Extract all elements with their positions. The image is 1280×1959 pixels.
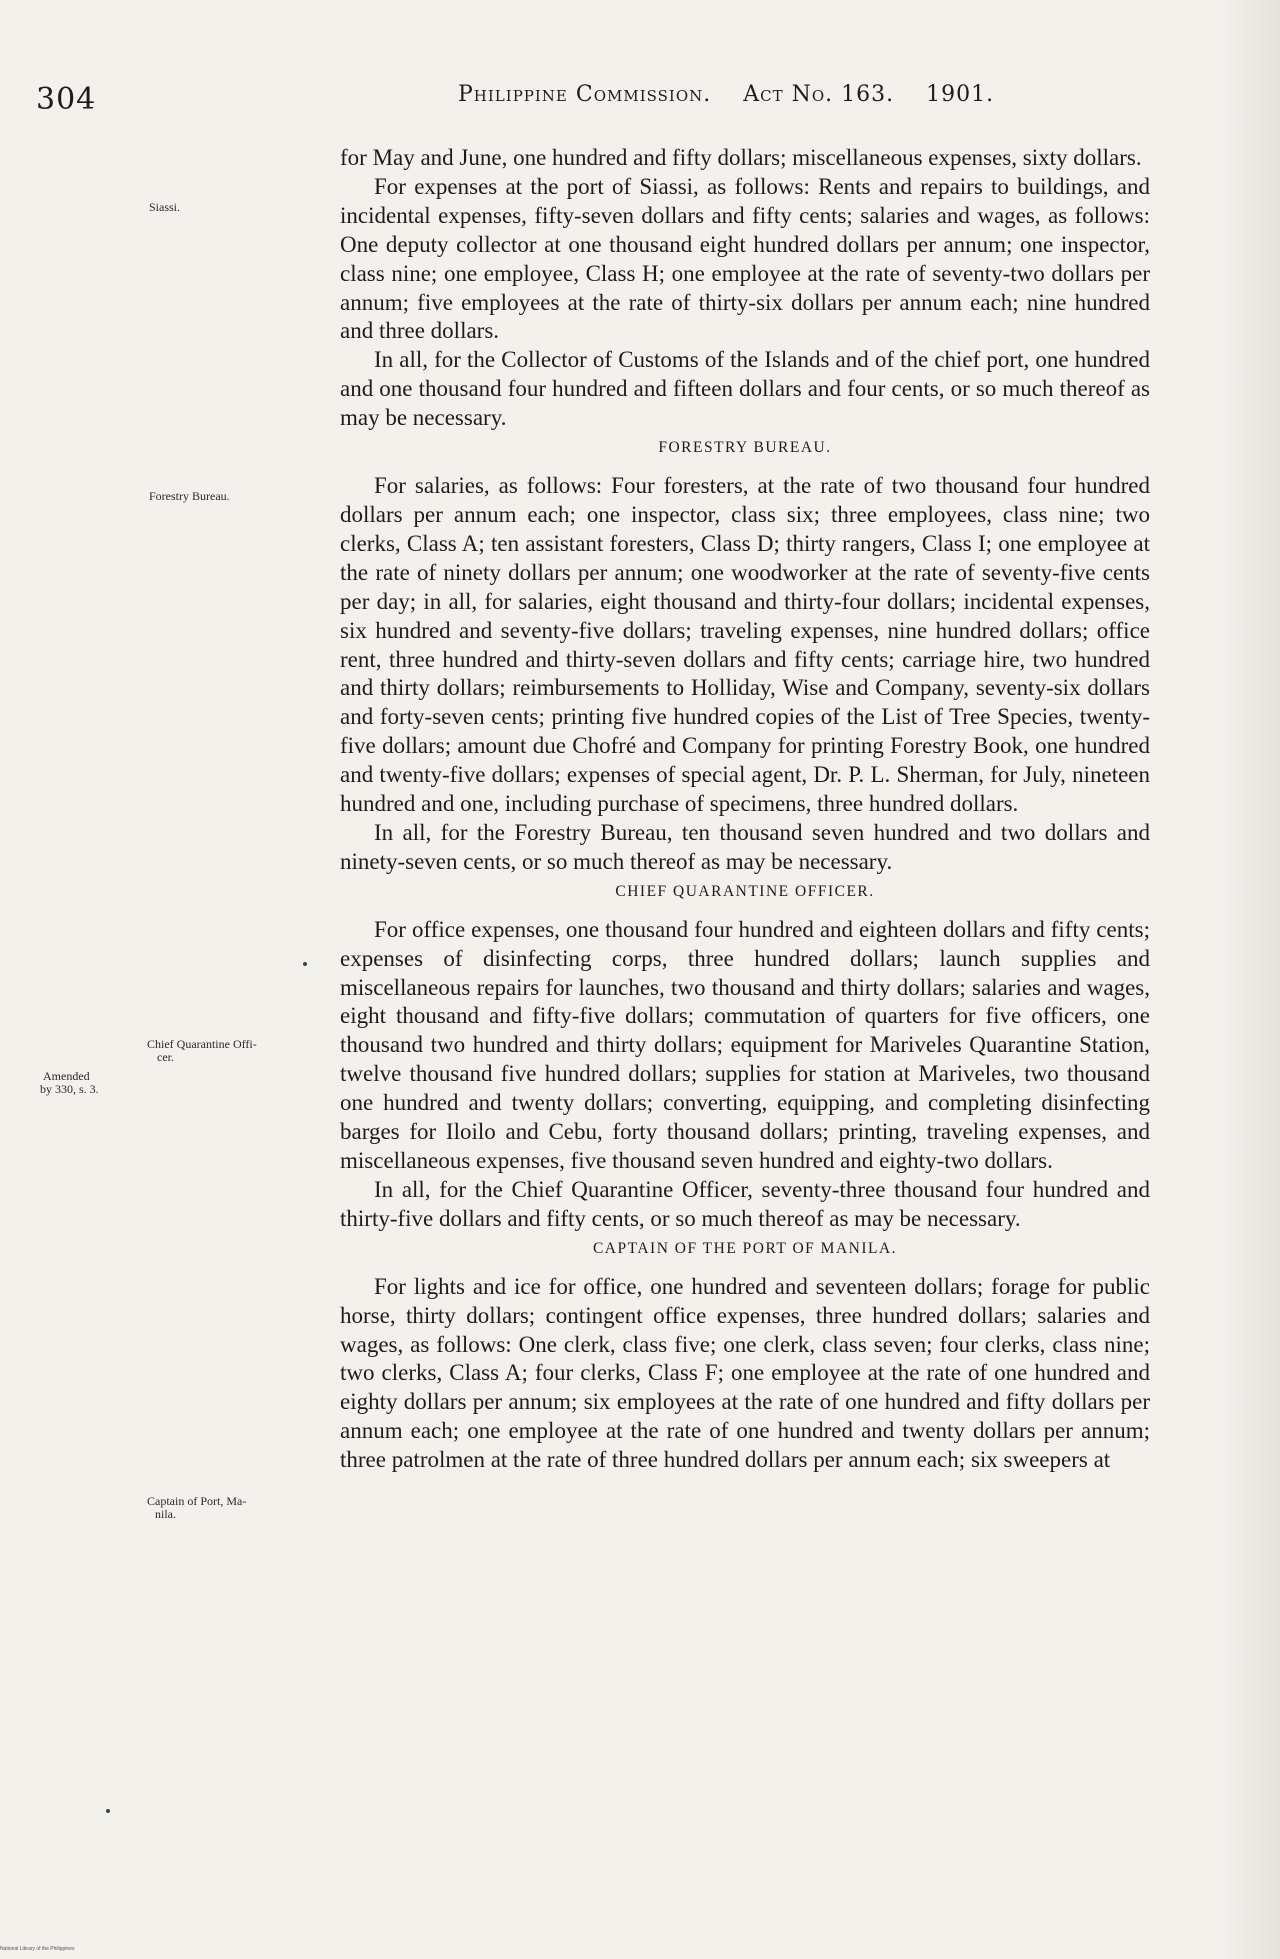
margin-note-amended [40,1070,99,1096]
year: 1901. [926,82,995,107]
margin-note-forestry: Forestry Bureau. [149,489,230,503]
paragraph-continuation: for May and June, one hundred and fifty dollars; miscellaneous expenses, sixty dollars. [340,145,1142,170]
page-edge-shadow [1220,0,1280,1959]
paragraph-quarantine-expenses: For office expenses, one thousand four hundred and eighteen dollars and fifty cents; expenses of disinfecting corps, three hundred dollars; launch supplies and miscellaneous repairs for launches, two thousand and thirty dollars; salaries and wages, eight thousand and fifty-five dollars; commutation of quarters for five officers, one thousand two hundred and thirty dollars; equipment for Mariveles Quarantine Station, twelve thousand five hundred dollars; supplies for station at Mariveles, two thousand one hundred and twenty dollars; converting, equipping, and completing disinfecting barges for Iloilo and Cebu, forty thousand dollars; printing, traveling expenses, and miscellaneous expenses, five thousand seven hundred and eighty-two dollars. [340,916,1150,1173]
page-number: 304 [36,82,97,117]
margin-note-quarantine-line2: cer. [157,1050,174,1064]
scan-speck [303,962,307,966]
paragraph-forestry-salaries: For salaries, as follows: Four foresters, at the rate of two thousand four hundred dollars per annum each; one inspector, class six; three employees, class nine; two clerks, Class A; ten assistant foresters, Class D; thirty rangers, Class I; one employee at the rate of ninety dollars per annum; one woodworker at the rate of seventy-five cents per day; in all, for salaries, eight thousand and thirty-four dollars; incidental expenses, six hundred and seventy-five dollars; traveling expenses, nine hundred dollars; office rent, three hundred and thirty-seven dollars and fifty cents; carriage hire, two hundred and thirty dollars; reimbursements to Holliday, Wise and Company, seventy-six dollars and forty-seven cents; printing five hundred copies of the List of Tree Species, twenty-five dollars; amount due Chofré and Company for printing Forestry Book, one hundred and twenty-five dollars; expenses of special agent, Dr. P. L. Sherman, for July, nineteen hundred and one, including purchase of specimens, three hundred dollars. [340,473,1150,817]
scan-speck [106,1809,110,1813]
text-column [340,144,1150,1475]
margin-note-captain-line1: Captain of Port, Ma- [147,1494,247,1508]
margin-note-quarantine-line1: Chief Quarantine Offi- [147,1037,257,1051]
paragraph-captain-expenses: For lights and ice for office, one hundred and seventeen dollars; forage for public horse, thirty dollars; contingent office expenses, three hundred dollars; salaries and wages, as follows: One clerk, class five; one clerk, class seven; four clerks, class nine; two clerks, Class A; four clerks, Class F; one employee at the rate of one hundred and eighty dollars per annum; six employees at the rate of one hundred and fifty dollars per annum each; one employee at the rate of one hundred and twenty dollars per annum; three patrolmen at the rate of three hundred dollars per annum each; six sweepers at [340,1273,1150,1473]
heading-chief-quarantine-officer: CHIEF QUARANTINE OFFICER. [615,882,875,900]
paragraph-siassi: For expenses at the port of Siassi, as follows: Rents and repairs to buildings, and incidental expenses, fifty-seven dollars and fifty cents; salaries and wages, as follows: One deputy collector at one thousand eight hundred dollars per annum; one inspector, class nine; one employee, Class H; one employee at the rate of seventy-two dollars per annum; five employees at the rate of thirty-six dollars per annum each; nine hundred and three dollars. [340,173,1150,344]
paragraph-customs-total: In all, for the Collector of Customs of the Islands and of the chief port, one hundred and one thousand four hundred and fifteen dollars and four cents, or so much thereof as may be necessary. [340,347,1150,431]
margin-note-captain-line2: nila. [155,1507,176,1521]
running-title: Philippine Commission. [458,82,712,107]
running-head [458,82,994,107]
paragraph-quarantine-total: In all, for the Chief Quarantine Officer, seventy-three thousand four hundred and thirty-five dollars and fifty cents, or so much thereof as may be necessary. [340,1176,1150,1231]
paragraph-forestry-total: In all, for the Forestry Bureau, ten thousand seven hundred and two dollars and ninety-seven cents, or so much thereof as may be necessary. [340,819,1150,874]
act-number: Act No. 163. [743,82,895,107]
heading-forestry-bureau: FORESTRY BUREAU. [658,439,832,457]
margin-note-siassi: Siassi. [149,200,181,214]
library-stamp: National Library of the Philippines [0,1946,75,1952]
margin-note-quarantine [147,1038,257,1064]
margin-note-amended-line1: Amended [43,1069,90,1083]
heading-captain-of-port: CAPTAIN OF THE PORT OF MANILA. [592,1239,898,1257]
margin-note-amended-line2: by 330, s. 3. [40,1082,99,1096]
margin-note-captain [147,1495,246,1521]
